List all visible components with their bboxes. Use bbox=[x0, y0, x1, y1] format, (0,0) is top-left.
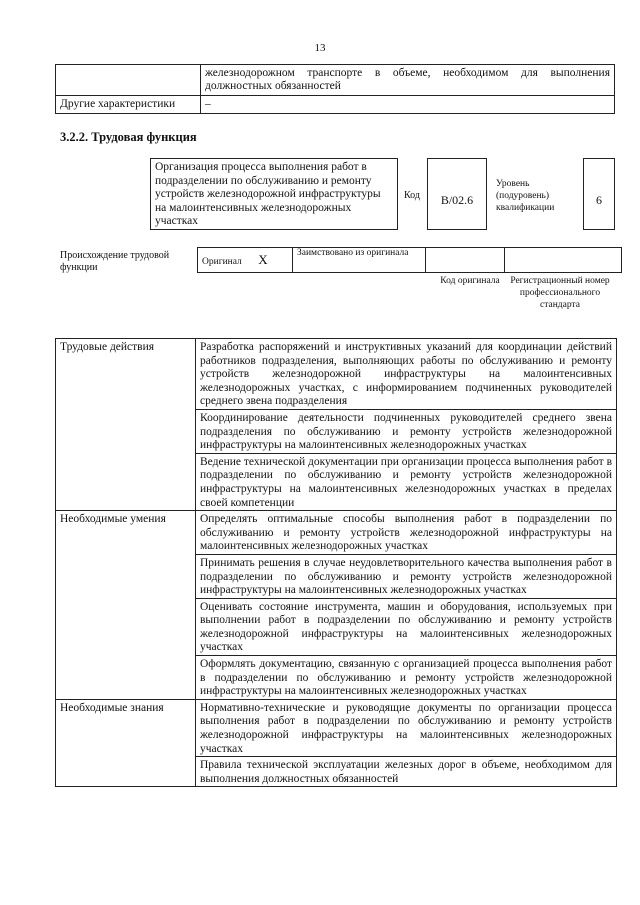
table-row bbox=[198, 248, 622, 273]
origin-table bbox=[197, 247, 622, 273]
empty-cell bbox=[56, 65, 201, 96]
reg-number-cell bbox=[505, 248, 622, 273]
table-row bbox=[56, 699, 617, 756]
category-label: Трудовые действия bbox=[56, 339, 196, 511]
origin-label: Происхождение трудовой функции bbox=[60, 250, 170, 273]
other-characteristics-value: – bbox=[201, 96, 615, 114]
qualification-level-label: Уровень (подуровень) квалификации bbox=[496, 179, 555, 213]
code-original-cell bbox=[426, 248, 505, 273]
page-number: 13 bbox=[314, 42, 326, 54]
category-label: Необходимые умения bbox=[56, 511, 196, 700]
function-name: Организация процесса выполнения работ в подразделении по обслуживанию и ремонту устройств железнодорожной инфраструктуры на малоинтенсивных железнодорожных участках bbox=[150, 158, 398, 230]
other-characteristics-label: Другие характеристики bbox=[56, 96, 201, 114]
reg-number-label: Регистрационный номер профессионального стандарта bbox=[510, 276, 610, 310]
continuation-text: железнодорожном транспорте в объеме, необходимом для выполнения должностных обязанностей bbox=[201, 65, 615, 96]
category-label: Необходимые знания bbox=[56, 699, 196, 787]
original-mark: X bbox=[258, 252, 268, 267]
table-cell: Определять оптимальные способы выполнения работ в подразделении по обслуживанию и ремонту устройств железнодорожной инфраструктуры на малоинтенсивных железнодорожных участках bbox=[196, 511, 617, 555]
code-label: Код bbox=[404, 190, 420, 201]
table-cell: Разработка распоряжений и инструктивных указаний для координации действий работников подразделения, выполняющих работы по обслуживанию и ремонту устройств железнодорожной инфраструктуры на малоинтенсивных железнодорожных участках, с информированием подчиненных руководителей среднего звена подразделения bbox=[196, 339, 617, 410]
function-code: B/02.6 bbox=[427, 158, 487, 230]
table-cell: Нормативно-технические и руководящие документы по организации процесса выполнения работ в подразделении по обслуживанию и ремонту устройств железнодорожной инфраструктуры на малоинтенсивных железнодорожных участках bbox=[196, 699, 617, 756]
original-cell bbox=[198, 248, 293, 273]
borrowed-label: Заимствовано из оригинала bbox=[293, 248, 426, 273]
table-cell: Координирование деятельности подчиненных руководителей среднего звена подразделения по обслуживанию и ремонту устройств железнодорожной инфраструктуры на малоинтенсивных железнодорожных участках bbox=[196, 409, 617, 453]
table-row bbox=[56, 65, 615, 96]
table-cell: Принимать решения в случае неудовлетворительного качества выполнения работ в подразделении по обслуживанию и ремонту устройств железнодорожной инфраструктуры на малоинтенсивных железнодорожных участках bbox=[196, 554, 617, 598]
characteristics-table bbox=[55, 64, 615, 114]
function-details-table bbox=[55, 338, 617, 787]
table-cell: Ведение технической документации при организации процесса выполнения работ в подразделении по обслуживанию и ремонту устройств железнодорожной инфраструктуры на малоинтенсивных железнодорожных участках в пределах своей компетенции bbox=[196, 453, 617, 510]
table-cell: Оформлять документацию, связанную с организацией процесса выполнения работ в подразделении по обслуживанию и ремонту устройств железнодорожной инфраструктуры на малоинтенсивных железнодорожных участках bbox=[196, 656, 617, 700]
section-title: 3.2.2. Трудовая функция bbox=[60, 130, 197, 144]
table-row bbox=[56, 339, 617, 410]
table-row bbox=[56, 511, 617, 555]
table-row bbox=[56, 96, 615, 114]
qualification-level: 6 bbox=[583, 158, 615, 230]
code-original-label: Код оригинала bbox=[440, 276, 500, 286]
original-label: Оригинал bbox=[202, 257, 242, 267]
table-cell: Оценивать состояние инструмента, машин и оборудования, используемых при выполнении работ в подразделении по обслуживанию и ремонту устройств железнодорожной инфраструктуры на малоинтенсивных железнодорожных участках bbox=[196, 598, 617, 655]
table-cell: Правила технической эксплуатации железных дорог в объеме, необходимом для выполнения должностных обязанностей bbox=[196, 757, 617, 787]
